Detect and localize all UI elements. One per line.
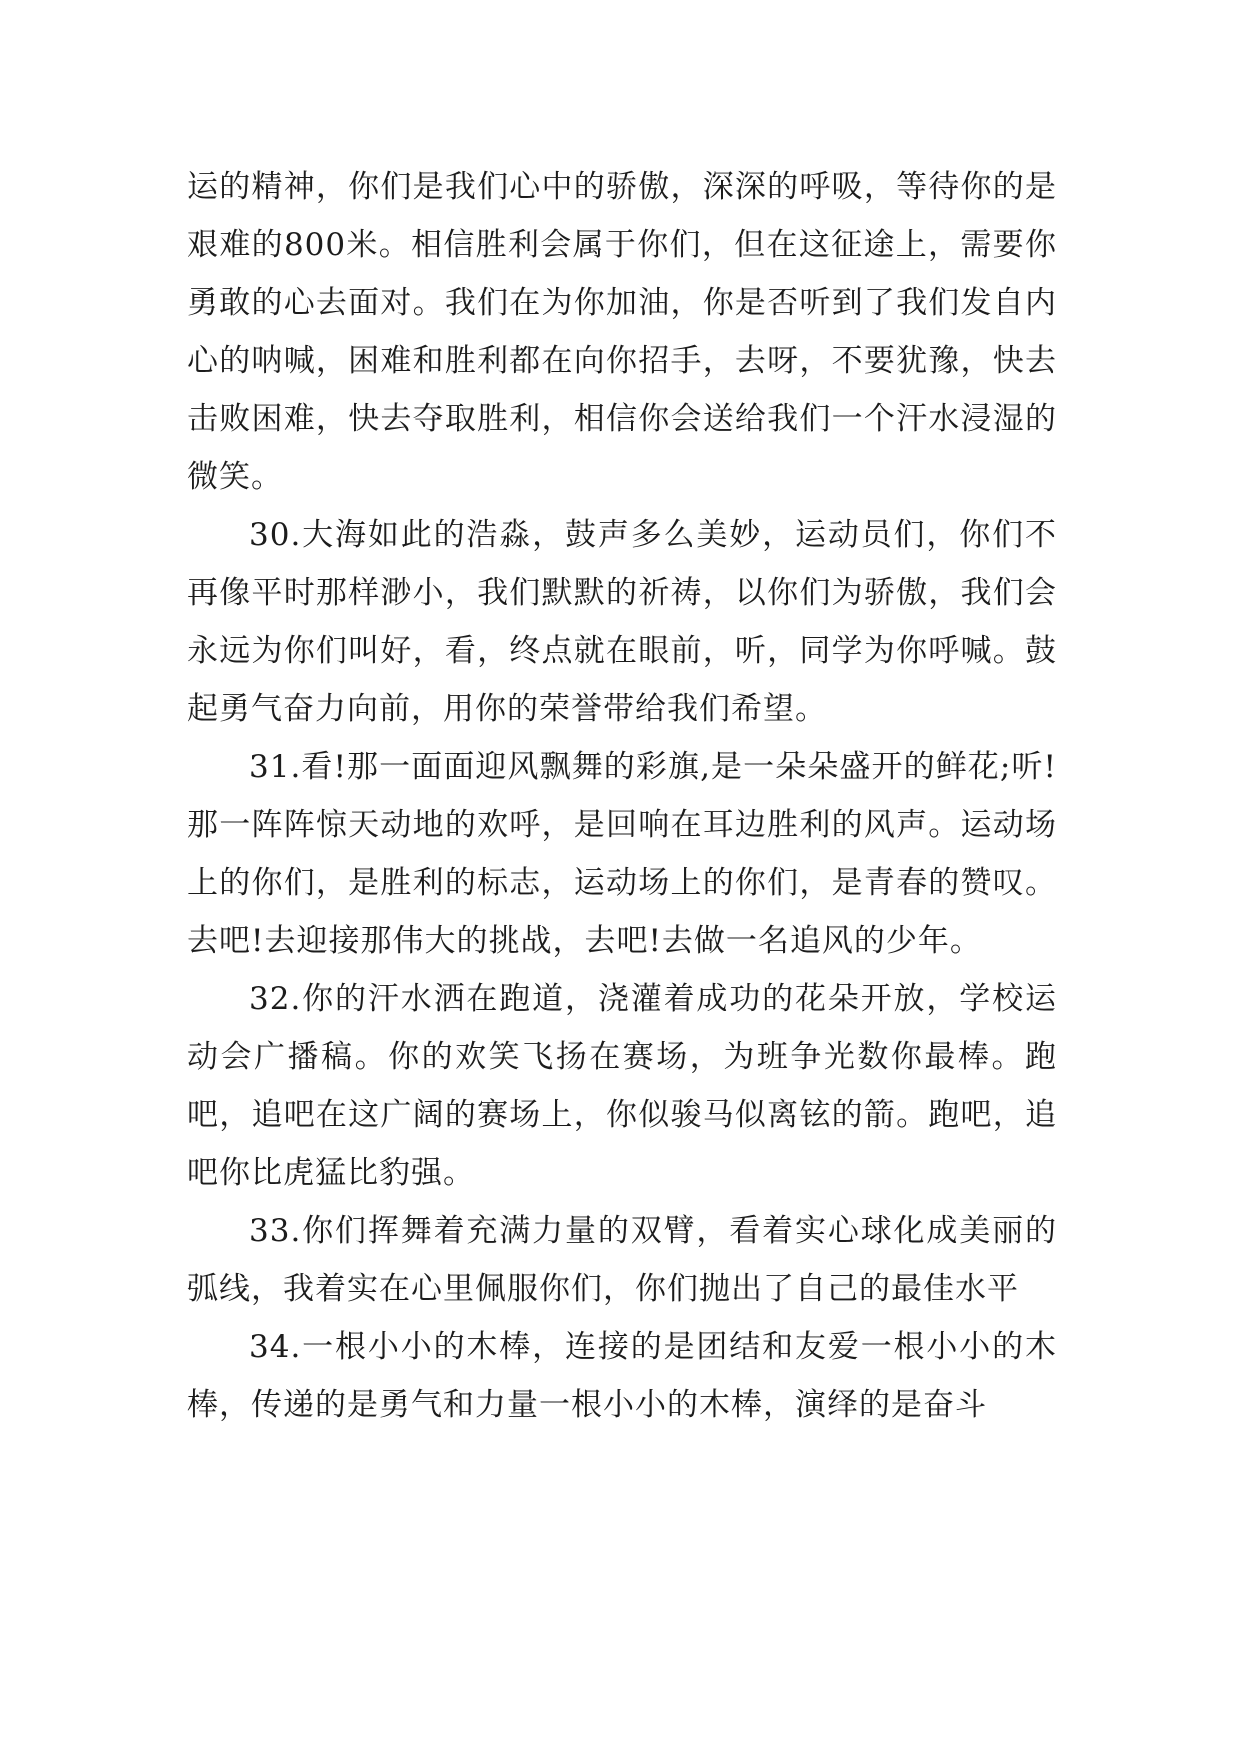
paragraph-32: 32.你的汗水洒在跑道，浇灌着成功的花朵开放，学校运动会广播稿。你的欢笑飞扬在赛场，为班争光数你最棒。跑吧，追吧在这广阔的赛场上，你似骏马似离铉的箭。跑吧，追吧你比虎猛比豹强。: [187, 981, 1057, 1191]
paragraph-continuation: 运的精神，你们是我们心中的骄傲，深深的呼吸，等待你的是艰难的800米。相信胜利会属于你们，但在这征途上，需要你勇敢的心去面对。我们在为你加油，你是否听到了我们发自内心的呐喊，困难和胜利都在向你招手，去呀，不要犹豫，快去击败困难，快去夺取胜利，相信你会送给我们一个汗水浸湿的微笑。: [187, 169, 1057, 495]
paragraph-31: 31.看!那一面面迎风飘舞的彩旗,是一朵朵盛开的鲜花;听!那一阵阵惊天动地的欢呼，是回响在耳边胜利的风声。运动场上的你们，是胜利的标志，运动场上的你们，是青春的赞叹。去吧!去迎接那伟大的挑战，去吧!去做一名追风的少年。: [187, 749, 1057, 959]
paragraph-34: 34.一根小小的木棒，连接的是团结和友爱一根小小的木棒，传递的是勇气和力量一根小小的木棒，演绎的是奋斗: [187, 1329, 1057, 1423]
paragraph-30: 30.大海如此的浩淼，鼓声多么美妙，运动员们，你们不再像平时那样渺小，我们默默的祈祷，以你们为骄傲，我们会永远为你们叫好，看，终点就在眼前，听，同学为你呼喊。鼓起勇气奋力向前，用你的荣誉带给我们希望。: [187, 517, 1057, 727]
document-body: [187, 158, 1057, 1434]
paragraph-33: 33.你们挥舞着充满力量的双臂，看着实心球化成美丽的弧线，我着实在心里佩服你们，你们抛出了自己的最佳水平: [187, 1213, 1057, 1307]
